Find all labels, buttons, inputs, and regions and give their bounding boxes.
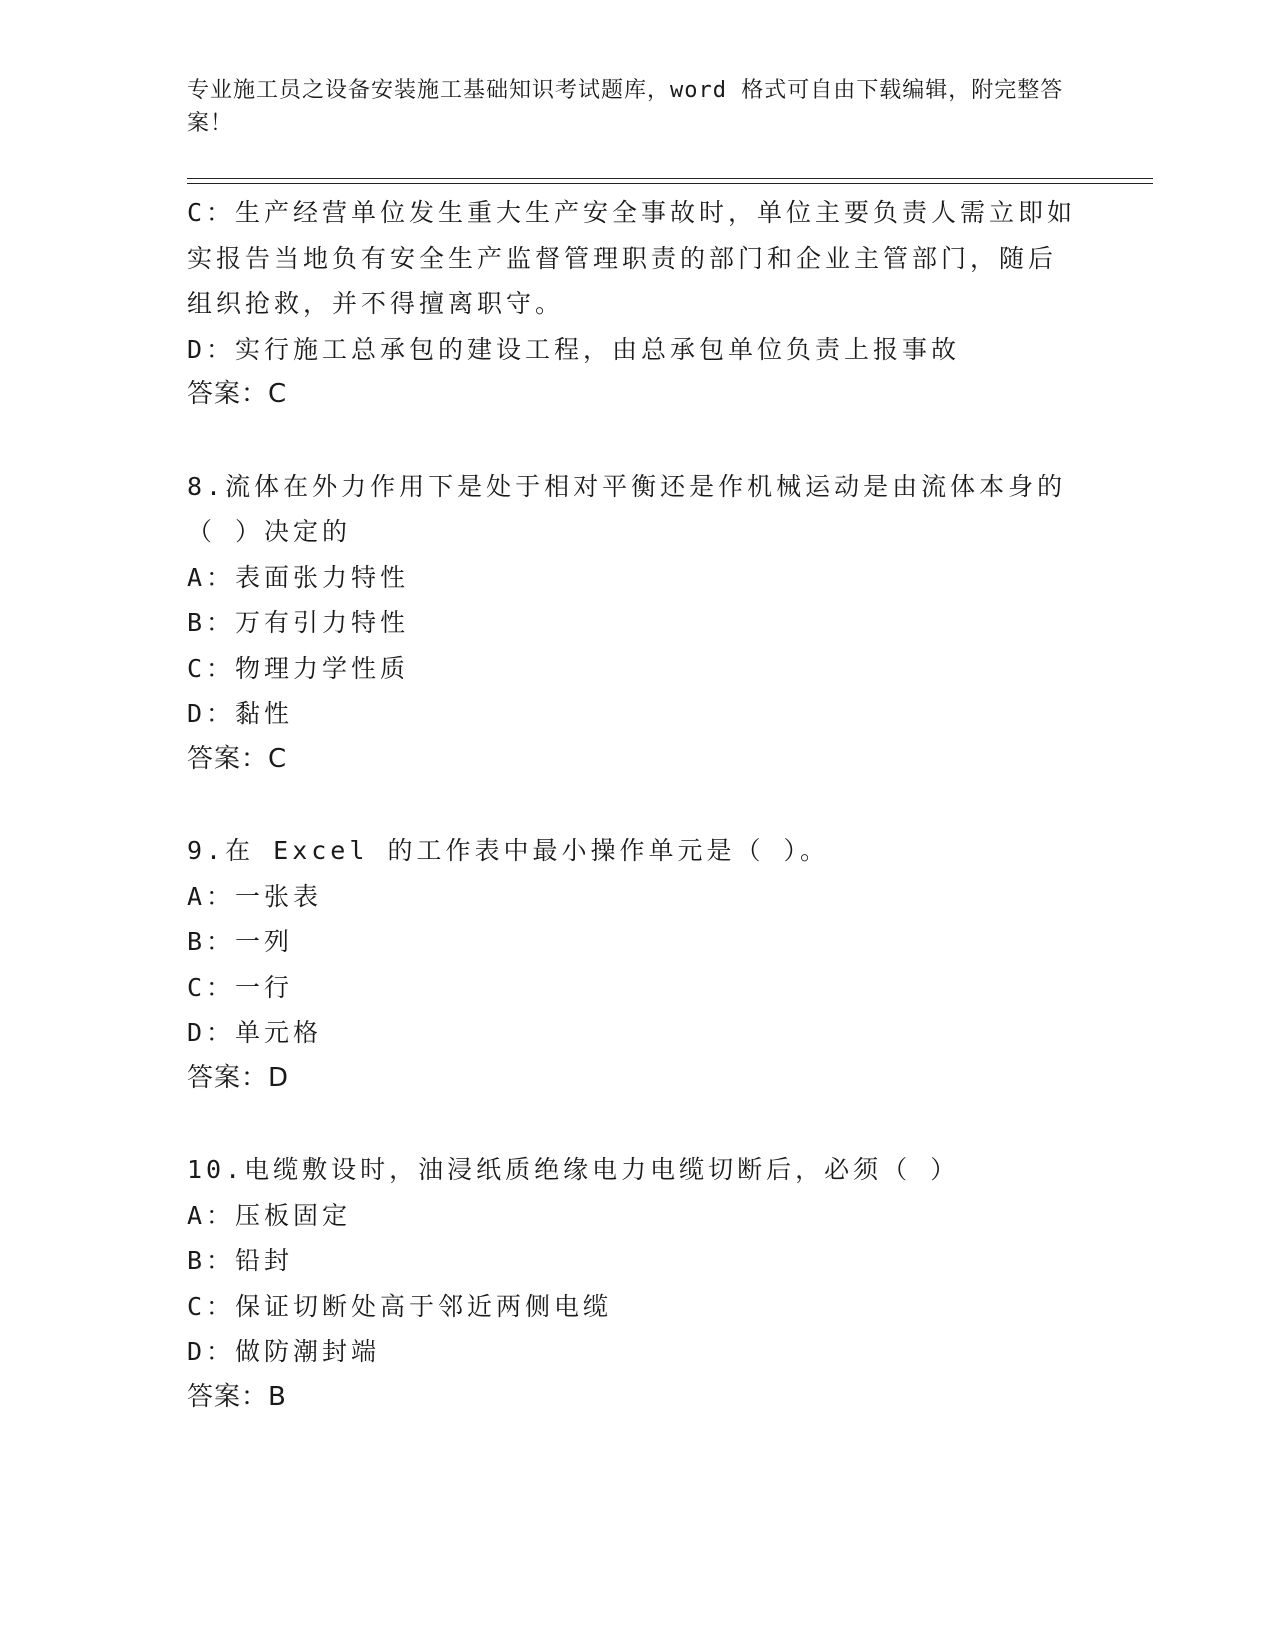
option-c-continued: 实报告当地负有安全生产监督管理职责的部门和企业主管部门，随后	[187, 243, 1058, 273]
spacer	[187, 782, 1087, 828]
question-stem: 10.电缆敷设时，油浸纸质绝缘电力电缆切断后，必须（ ）	[187, 1155, 960, 1184]
option-d: D：做防潮封端	[187, 1337, 381, 1366]
option-a: A：表面张力特性	[187, 562, 410, 592]
question-10	[187, 1147, 1087, 1420]
question-8	[187, 464, 1087, 783]
answer-text: 答案：C	[187, 743, 288, 774]
answer-text: 答案：B	[187, 1381, 287, 1412]
option-c: C：物理力学性质	[187, 653, 410, 683]
option-c: C：保证切断处高于邻近两侧电缆	[187, 1291, 613, 1321]
option-c: C：一行	[187, 972, 294, 1002]
question-stem: 9.在 Excel 的工作表中最小操作单元是（ ）。	[187, 836, 830, 865]
option-b: B：铅封	[187, 1246, 294, 1275]
option-b: B：一列	[187, 927, 294, 956]
question-9	[187, 828, 1087, 1101]
option-a: A：一张表	[187, 881, 323, 911]
header-divider-top	[187, 178, 1153, 179]
question-7-continuation	[187, 190, 1087, 418]
option-c: C：生产经营单位发生重大生产安全事故时，单位主要负责人需立即如	[187, 198, 1077, 227]
option-c-continued: 组织抢救，并不得擅离职守。	[187, 289, 565, 318]
option-d: D：黏性	[187, 699, 294, 728]
answer-text: 答案：D	[187, 1062, 290, 1093]
document-header: 专业施工员之设备安装施工基础知识考试题库，word 格式可自由下载编辑，附完整答案！	[187, 78, 1064, 136]
question-stem: 8.流体在外力作用下是处于相对平衡还是作机械运动是由流体本身的	[187, 471, 1067, 501]
option-b: B：万有引力特性	[187, 608, 410, 637]
option-d: D：实行施工总承包的建设工程，由总承包单位负责上报事故	[187, 334, 961, 364]
option-d: D：单元格	[187, 1018, 323, 1047]
question-list	[187, 190, 1087, 1420]
option-a: A：压板固定	[187, 1200, 352, 1230]
question-stem-continued: （ ）决定的	[187, 517, 352, 546]
header-divider-bottom	[187, 183, 1153, 184]
spacer	[187, 1101, 1087, 1147]
answer-text: 答案：C	[187, 379, 288, 409]
spacer	[187, 418, 1087, 464]
